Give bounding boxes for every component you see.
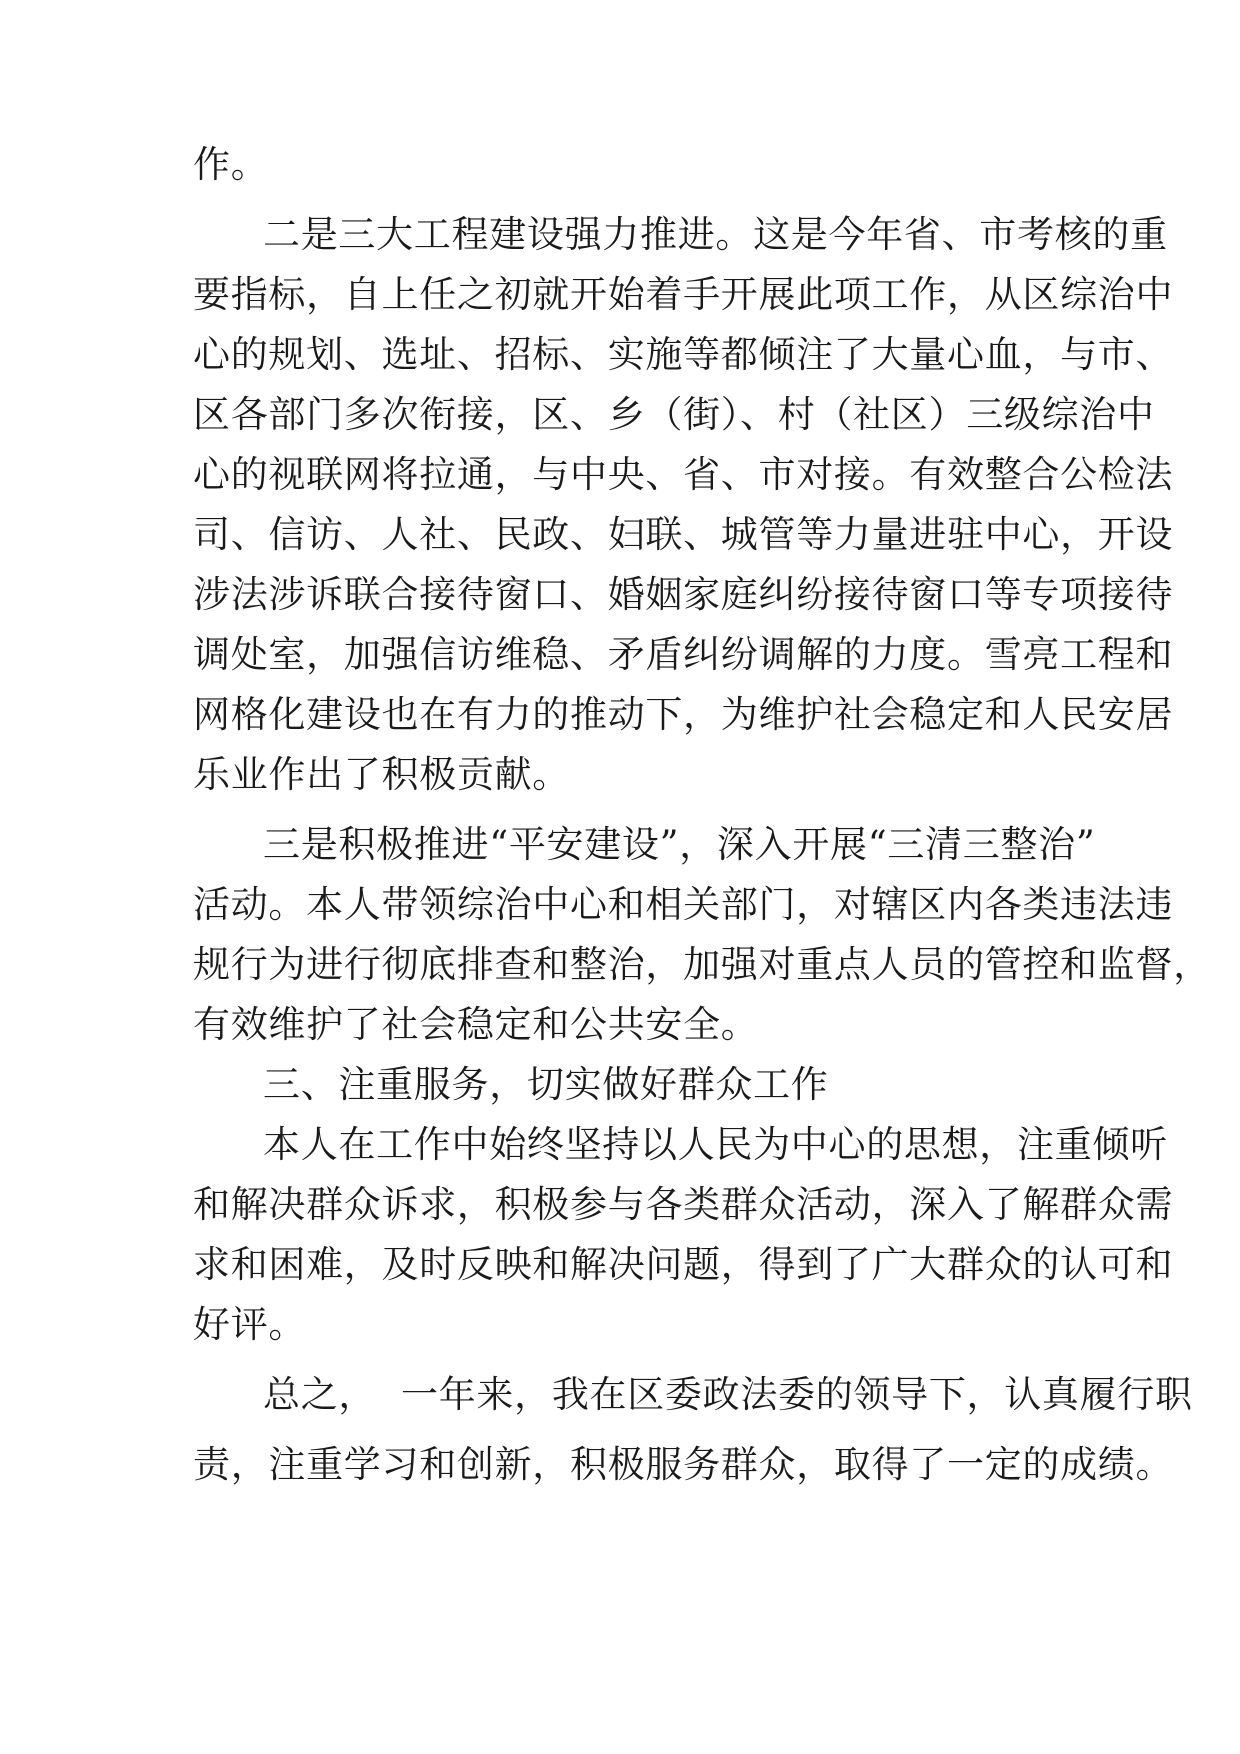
text-line: 好评。 — [193, 1303, 307, 1346]
text-line: 作。 — [193, 143, 269, 186]
paragraph-first-line: 三是积极推进“平安建设”，深入开展“三清三整治” — [263, 823, 1096, 866]
text-line: 心的视联网将拉通，与中央、省、市对接。有效整合公检法 — [193, 453, 1174, 496]
text-line: 乐业作出了积极贡献。 — [193, 753, 570, 796]
paragraph-first-line: 本人在工作中始终坚持以人民为中心的思想，注重倾听 — [263, 1123, 1168, 1166]
text-line: 司、信访、人社、民政、妇联、城管等力量进驻中心，开设 — [193, 513, 1174, 556]
text-line: 涉法涉诉联合接待窗口、婚姻家庭纠纷接待窗口等专项接待 — [193, 573, 1174, 616]
text-line: 网格化建设也在有力的推动下，为维护社会稳定和人民安居 — [193, 693, 1174, 736]
paragraph-first-line: 二是三大工程建设强力推进。这是今年省、市考核的重 — [263, 213, 1168, 256]
text-line: 求和困难，及时反映和解决问题，得到了广大群众的认可和 — [193, 1243, 1174, 1286]
text-line: 要指标，自上任之初就开始着手开展此项工作，从区综治中 — [193, 273, 1174, 316]
text-line: 心的规划、选址、招标、实施等都倾注了大量心血，与市、 — [193, 333, 1174, 376]
text-line: 调处室，加强信访维稳、矛盾纠纷调解的力度。雪亮工程和 — [193, 633, 1174, 676]
paragraph-first-line: 总之， 一年来，我在区委政法委的领导下，认真履行职 — [263, 1373, 1193, 1416]
text-line: 活动。本人带领综治中心和相关部门，对辖区内各类违法违 — [193, 883, 1174, 926]
section-heading: 三、注重服务，切实做好群众工作 — [263, 1063, 829, 1106]
text-line: 责，注重学习和创新，积极服务群众，取得了一定的成绩。 — [193, 1443, 1174, 1486]
text-line: 有效维护了社会稳定和公共安全。 — [193, 1003, 759, 1046]
text-line: 区各部门多次衔接，区、乡（街）、村（社区）三级综治中 — [193, 393, 1155, 436]
text-line: 规行为进行彻底排查和整治，加强对重点人员的管控和监督， — [193, 943, 1211, 986]
text-line: 和解决群众诉求，积极参与各类群众活动，深入了解群众需 — [193, 1183, 1174, 1226]
